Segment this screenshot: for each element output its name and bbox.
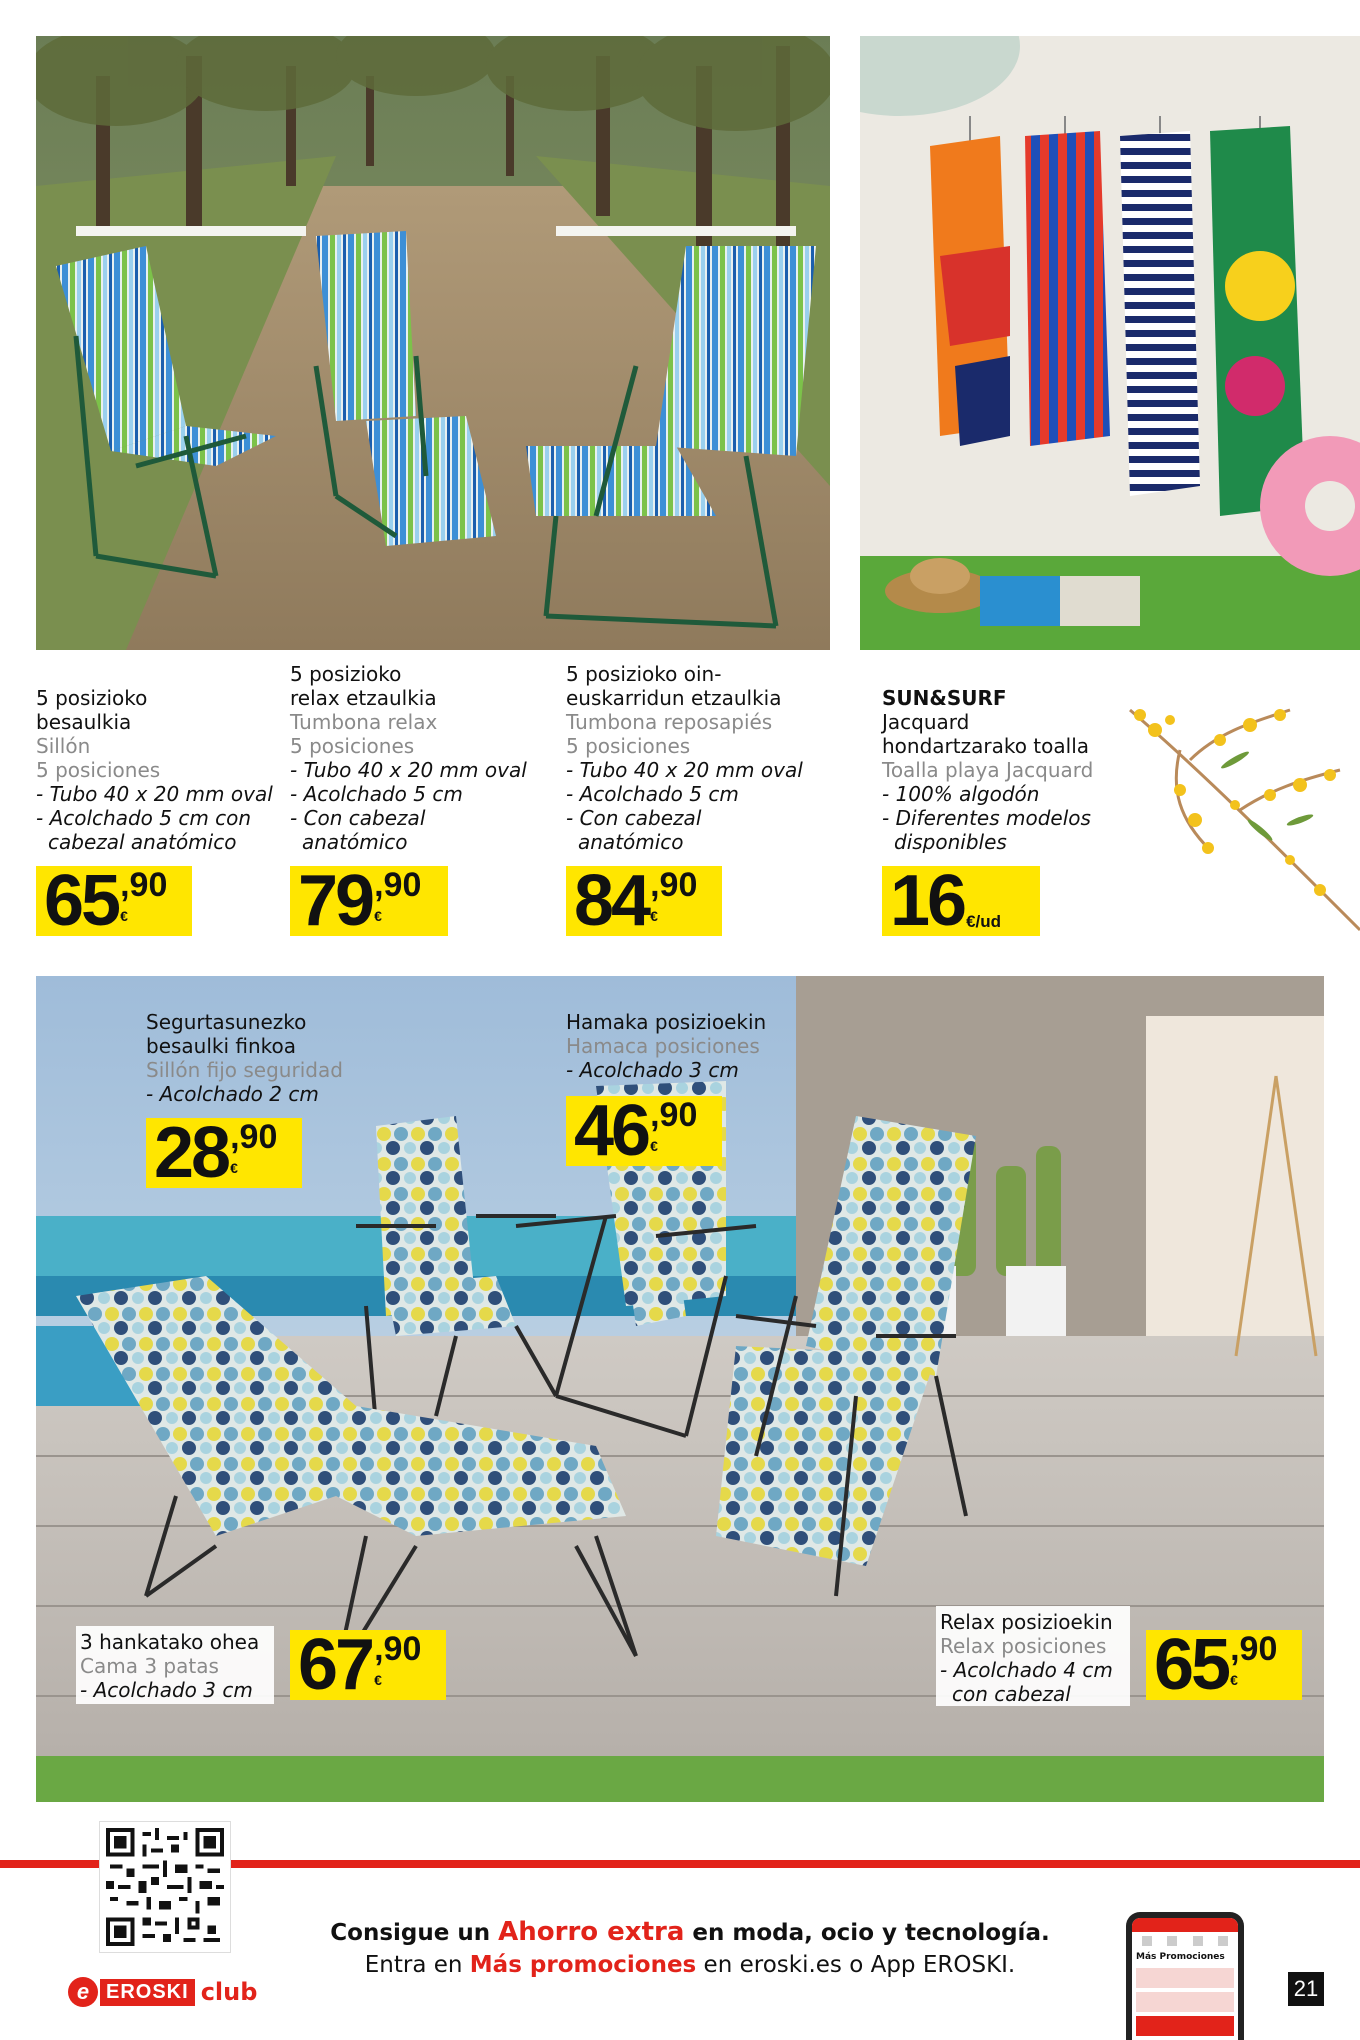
price-tag	[566, 861, 722, 941]
price-decimals: ,90	[1230, 1630, 1278, 1668]
brand-name: SUN&SURF	[882, 686, 1007, 710]
price-decimals: ,90	[650, 866, 698, 904]
feature-line: - Con cabezal	[290, 806, 426, 830]
eu-name-line: 5 posizioko oin-	[566, 662, 722, 686]
product-tumbona-reposapies-text	[566, 662, 803, 854]
eroski-logo-name: EROSKI	[100, 1979, 195, 2006]
feature-line: - Acolchado 3 cm	[80, 1678, 253, 1702]
price-integer: 67	[298, 1625, 373, 1705]
beach-towels-photo	[860, 36, 1360, 650]
phone-screen	[1132, 1918, 1238, 2040]
price-integer: 28	[154, 1113, 229, 1193]
feature-line: anatómico	[302, 830, 408, 854]
eu-name-line: euskarridun etzaulkia	[566, 686, 782, 710]
feature-line: - Acolchado 5 cm	[290, 782, 463, 806]
phone-screen-title: Más Promociones	[1136, 1952, 1225, 1962]
price-currency: €	[374, 908, 382, 924]
feature-line: cabezal anatómico	[48, 830, 237, 854]
promo-line-1	[290, 1916, 1090, 1949]
price-integer: 65	[44, 861, 119, 941]
promo-highlight: Ahorro extra	[498, 1917, 685, 1947]
eroski-club-logo	[68, 1977, 257, 2007]
feature-line: - 100% algodón	[882, 782, 1040, 806]
phone-app-header	[1132, 1918, 1238, 1932]
es-name-line: Toalla playa Jacquard	[882, 758, 1094, 782]
es-name-line: Sillón	[36, 734, 91, 758]
price-currency: €	[1230, 1672, 1238, 1688]
feature-line: - Acolchado 2 cm	[146, 1082, 319, 1106]
price-tag	[36, 861, 192, 941]
es-name-line: Cama 3 patas	[80, 1654, 219, 1678]
es-name-line: 5 posiciones	[290, 734, 415, 758]
price-decimals: ,90	[120, 866, 168, 904]
price-currency: €	[120, 908, 128, 924]
product-tumbona-relax-text	[290, 662, 527, 854]
promo-text: en eroski.es o App EROSKI.	[696, 1952, 1016, 1978]
phone-promo-card	[1136, 1968, 1234, 1988]
feature-line: - Acolchado 5 cm con	[36, 806, 252, 830]
product-relax-text	[940, 1610, 1113, 1706]
feature-line: - Tubo 40 x 20 mm oval	[566, 758, 803, 782]
phone-promo-card	[1136, 2016, 1234, 2036]
es-name-line: 5 posiciones	[36, 758, 161, 782]
eu-name-line: 3 hankatako ohea	[80, 1630, 260, 1654]
app-phone-image	[1126, 1912, 1244, 2040]
promo-text: Entra en	[364, 1952, 470, 1978]
price-integer: 65	[1154, 1625, 1229, 1705]
eroski-logo-icon: e	[68, 1977, 98, 2007]
price-tag	[290, 1625, 446, 1705]
es-name-line: Tumbona reposapiés	[566, 710, 773, 734]
product-sillon-fijo-text	[146, 1010, 343, 1106]
mimosa-flower-decoration	[1120, 690, 1360, 940]
price-currency: €	[230, 1160, 238, 1176]
eu-name-line: relax etzaulkia	[290, 686, 437, 710]
price-currency: €	[650, 1138, 658, 1154]
qr-code[interactable]	[100, 1822, 230, 1952]
promo-message	[290, 1916, 1090, 1981]
eu-name-line: Segurtasunezko	[146, 1010, 307, 1034]
price-integer: 16	[890, 861, 965, 941]
feature-line: - Diferentes modelos	[882, 806, 1091, 830]
price-tag	[290, 861, 448, 941]
price-decimals: ,90	[374, 1630, 422, 1668]
eu-name-line: Jacquard	[882, 710, 970, 734]
eu-name-line: besaulkia	[36, 710, 132, 734]
price-decimals: ,90	[650, 1096, 698, 1134]
price-currency: €	[374, 1672, 382, 1688]
feature-line: - Acolchado 3 cm	[566, 1058, 739, 1082]
product-hamaca-text	[566, 1010, 766, 1082]
product-toalla-text	[882, 686, 1093, 854]
promo-highlight[interactable]: Más promociones	[469, 1952, 697, 1978]
garden-chairs-photo	[36, 36, 830, 650]
promo-text: Consigue un	[330, 1920, 499, 1946]
product-cama-text	[80, 1630, 259, 1702]
promo-text: en moda, ocio y tecnología.	[684, 1920, 1050, 1946]
feature-line: - Tubo 40 x 20 mm oval	[290, 758, 527, 782]
feature-line: - Con cabezal	[566, 806, 702, 830]
eu-name-line: Relax posizioekin	[940, 1610, 1113, 1634]
eu-name-line: 5 posizioko	[290, 662, 402, 686]
es-name-line: 5 posiciones	[566, 734, 691, 758]
price-decimals: ,90	[230, 1118, 278, 1156]
eu-name-line: 5 posizioko	[36, 686, 148, 710]
price-tag	[882, 861, 1040, 941]
price-integer: 46	[574, 1091, 649, 1171]
phone-promo-card	[1136, 1992, 1234, 2012]
price-integer: 84	[574, 861, 649, 941]
eu-name-line: hondartzarako toalla	[882, 734, 1090, 758]
es-name-line: Relax posiciones	[940, 1634, 1107, 1658]
price-currency: €	[650, 908, 658, 924]
price-decimals: ,90	[374, 866, 422, 904]
feature-line: disponibles	[894, 830, 1007, 854]
price-tag	[1146, 1625, 1302, 1705]
feature-line: anatómico	[578, 830, 684, 854]
price-tag	[566, 1091, 722, 1171]
es-name-line: Tumbona relax	[290, 710, 438, 734]
phone-app-icons	[1132, 1932, 1238, 1950]
feature-line: - Acolchado 5 cm	[566, 782, 739, 806]
es-name-line: Hamaca posiciones	[566, 1034, 760, 1058]
price-tag	[146, 1113, 302, 1193]
es-name-line: Sillón fijo seguridad	[146, 1058, 343, 1082]
page-number: 21	[1288, 1972, 1324, 2006]
feature-line: - Acolchado 4 cm	[940, 1658, 1113, 1682]
eu-name-line: Hamaka posizioekin	[566, 1010, 767, 1034]
product-sillon-text	[36, 686, 273, 854]
promo-line-2	[290, 1949, 1090, 1981]
price-integer: 79	[298, 861, 373, 941]
eroski-logo-club: club	[200, 1978, 258, 2006]
eu-name-line: besaulki finkoa	[146, 1034, 297, 1058]
price-currency: €/ud	[966, 912, 1002, 931]
feature-line: - Tubo 40 x 20 mm oval	[36, 782, 273, 806]
feature-line: con cabezal	[952, 1682, 1071, 1706]
